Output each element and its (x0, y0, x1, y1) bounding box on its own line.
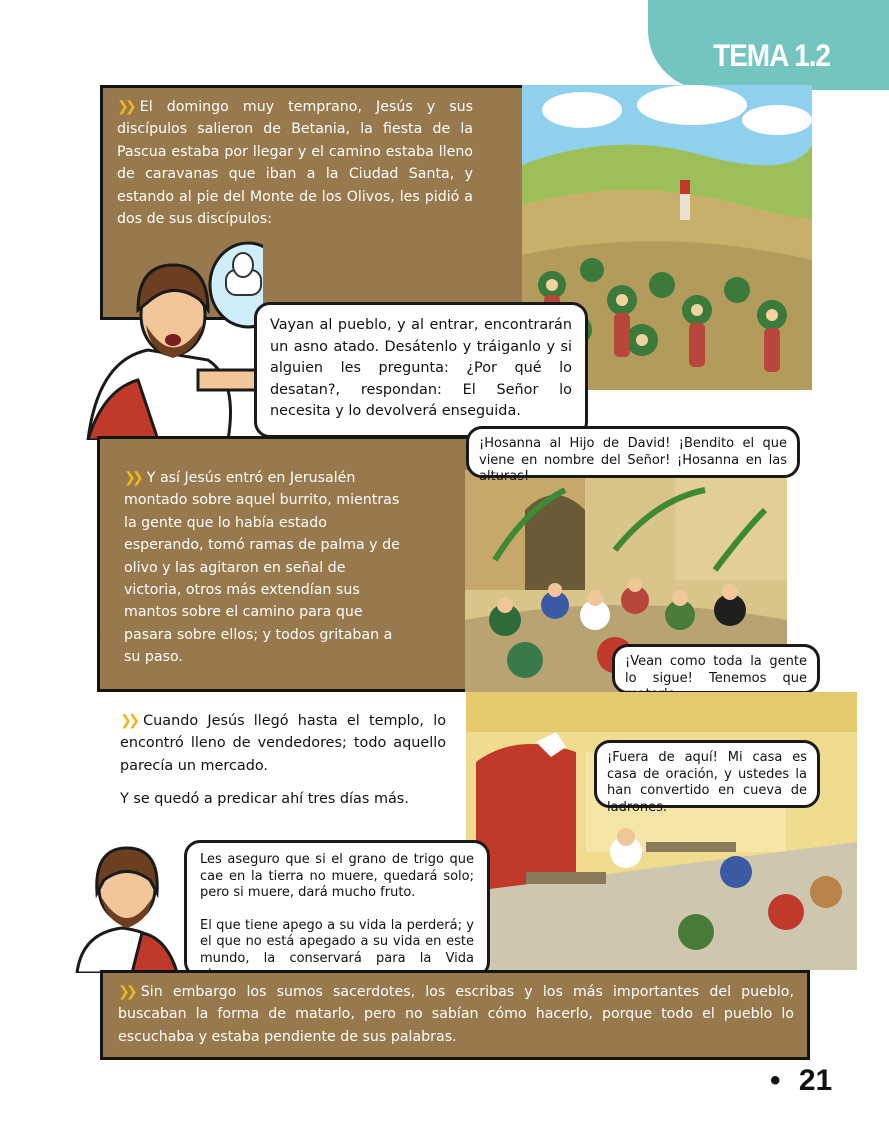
temple-shout-text: ¡Fuera de aquí! Mi casa es casa de oración, y ustedes la han convertido en cueva de ladrones. (607, 750, 807, 815)
temple-text: Cuando Jesús llegó hasta el templo, lo encontró lleno de vendedores; todo aquello parecía un mercado. (120, 713, 446, 774)
jesus-instruction-bubble (254, 302, 588, 438)
temple-cleansing-illustration (466, 692, 857, 970)
crowd-shout-text: ¡Hosanna al Hijo de David! ¡Bendito el que viene en nombre del Señor! ¡Hosanna en las alturas! (479, 436, 787, 484)
grain-text-1: Les aseguro que si el grano de trigo que cae en la tierra no muere, quedará solo; pero si muere, dará mucho fruto. (200, 852, 474, 900)
grain-bubble (184, 840, 490, 978)
grain-text-2: El que tiene apego a su vida la perderá; y el que no está apegado a su vida en este mundo, la conservará para la Vida (200, 917, 474, 966)
double-chevron-icon: ❯❯ (124, 470, 140, 486)
jesus-pointing-figure (78, 240, 263, 440)
crowd-shout-bubble (466, 426, 800, 484)
page-number (770, 1064, 832, 1098)
closing-narration (118, 981, 794, 1048)
tema-label: TEMA 1.2 (713, 38, 830, 73)
priest-remark-text: ¡Vean como toda la gente lo sigue! Tenemos que (625, 654, 807, 686)
temple-shout-bubble (594, 740, 820, 815)
intro-narration (117, 96, 473, 230)
entry-text: Y así Jesús entró en Jerusalén montado sobre aquel burrito, mientras la gente que lo había estado esperando, tomó ramas de palma y de olivo y las agitaron en señal de victoria, otros más extendían sus mantos sobre el camino para que pasara sobre ellos; y todos gritaban a su paso. (124, 470, 400, 666)
stay-narration (120, 788, 446, 810)
closing-text: Sin embargo los sumos sacerdotes, los escribas y los más importantes del pueblo, buscaban la forma de matarlo, pero no sabían cómo hacerlo, porque todo el pueblo lo escuchaba y estaba pendiente de sus palabras. (118, 984, 794, 1045)
priest-remark-bubble (612, 644, 820, 694)
page-bullet: • (770, 1064, 781, 1097)
tema-tab (648, 0, 889, 90)
page-number-value: 21 (798, 1064, 833, 1097)
stay-text: Y se quedó a predicar ahí tres días más. (120, 791, 409, 807)
temple-narration (120, 710, 446, 777)
jesus-speaking-figure (72, 838, 182, 973)
entry-narration (124, 467, 402, 669)
jesus-instruction-text: Vayan al pueblo, y al entrar, encontrarán un asno atado. Desátenlo y tráiganlo y si alguien les pregunta: ¿Por qué lo desatan?, respondan: El Señor lo necesita y lo devolverá enseguida. (270, 317, 572, 420)
double-chevron-icon: ❯❯ (118, 984, 134, 1000)
intro-text: El domingo muy temprano, Jesús y sus discípulos salieron de Betania, la fiesta de la Pascua estaba por llegar y el camino estaba lleno de caravanas que iban a la Ciudad Santa, y estando al pie del Monte de los Olivos, les pidió a dos de sus discípulos: (117, 99, 473, 228)
double-chevron-icon: ❯❯ (117, 99, 133, 115)
temple-scene (466, 692, 857, 970)
double-chevron-icon: ❯❯ (120, 713, 137, 729)
